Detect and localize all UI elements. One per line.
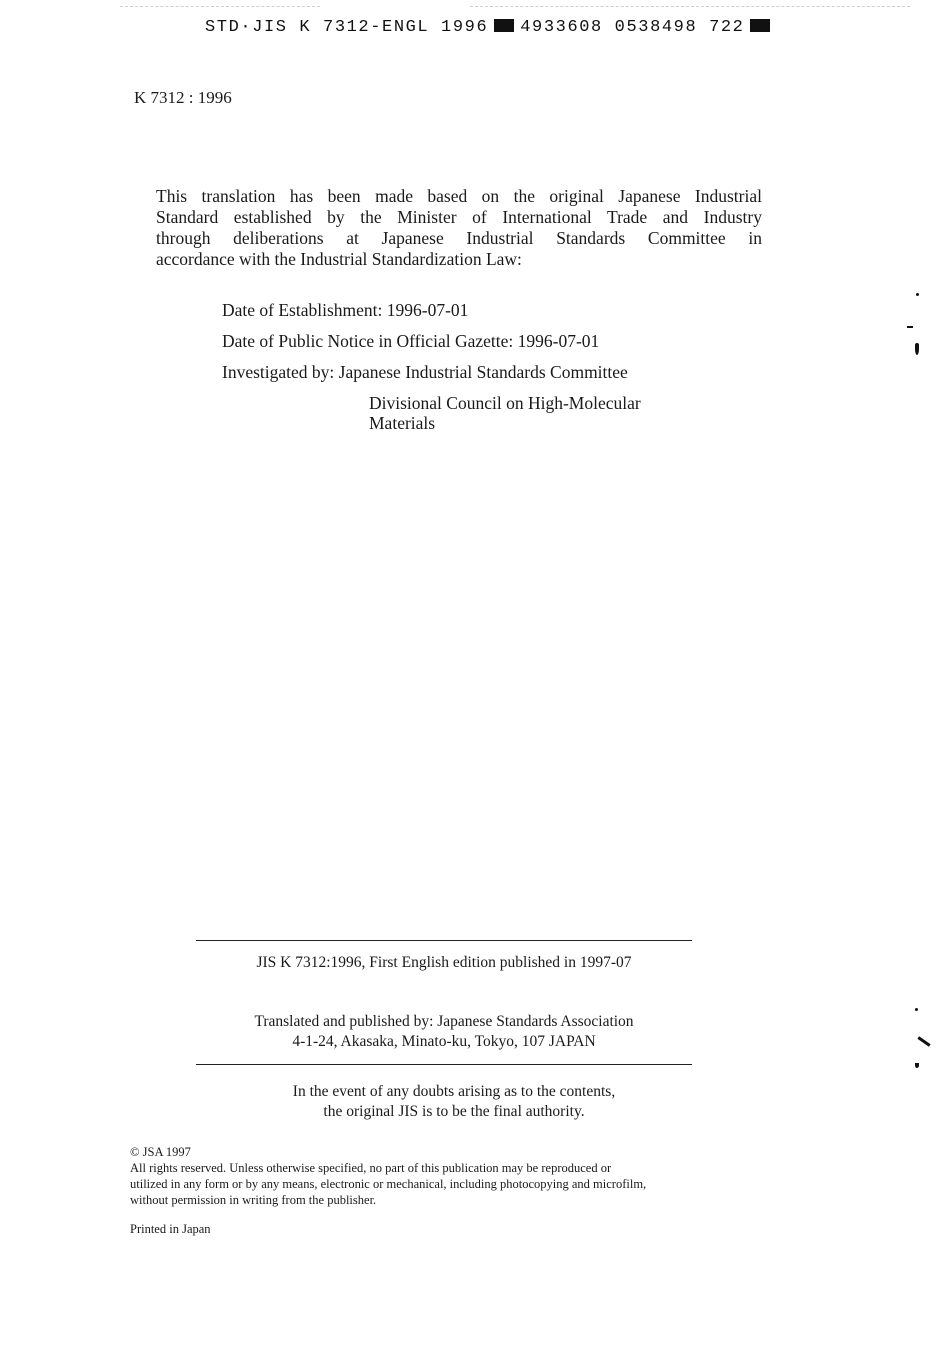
edition-note: JIS K 7312:1996, First English edition published in 1997-07 [256,954,632,971]
public-notice-date: Date of Public Notice in Official Gazette: 1996-07-01 [222,331,600,351]
divider-top [196,940,692,941]
margin-tick [907,326,913,328]
intro-line: This translation has been made based on the original Japanese Industrial [156,186,762,206]
scan-header-part2: 4933608 0538498 722 [520,18,745,37]
intro-line: Standard established by the Minister of International Trade and Industry [156,207,762,227]
copyright-line: All rights reserved. Unless otherwise specified, no part of this publication may be reproduced or [130,1161,612,1175]
authority-line-1: In the event of any doubts arising as to the contents, [292,1083,616,1100]
investigated-by: Investigated by: Japanese Industrial Standards Committee [222,362,628,382]
copyright-line: without permission in writing from the publisher. [130,1193,377,1207]
margin-dot [915,1063,919,1068]
scan-artifact-line [120,6,320,7]
intro-line: through deliberations at Japanese Industrial Standards Committee in [156,228,762,248]
standard-number: K 7312 : 1996 [134,88,232,107]
publisher-line-2: 4-1-24, Akasaka, Minato-ku, Tokyo, 107 JAPAN [292,1033,596,1050]
publisher-line-1: Translated and published by: Japanese Standards Association [254,1013,634,1030]
copyright-line: utilized in any form or by any means, electronic or mechanical, including photocopying and microfilm, [130,1177,647,1191]
scan-artifact-line [470,6,910,7]
scan-block-mark [494,19,514,32]
scan-header [205,18,776,37]
divider-bottom [196,1064,692,1065]
council-line-1: Divisional Council on High-Molecular [369,393,641,413]
margin-drop [915,343,919,355]
council-line-2: Materials [369,413,436,433]
establishment-date: Date of Establishment: 1996-07-01 [222,300,469,320]
margin-dot [916,293,919,296]
copyright-symbol-line: © JSA 1997 [130,1145,191,1159]
intro-paragraph [156,186,762,270]
margin-dot [915,1008,918,1011]
printed-in: Printed in Japan [130,1222,211,1236]
authority-line-2: the original JIS is to be the final authority. [323,1103,585,1120]
margin-slash [917,1036,930,1046]
intro-line: accordance with the Industrial Standardization Law: [156,249,522,269]
scan-header-part1: STD·JIS K 7312-ENGL 1996 [205,18,489,37]
scan-block-mark [750,19,770,32]
